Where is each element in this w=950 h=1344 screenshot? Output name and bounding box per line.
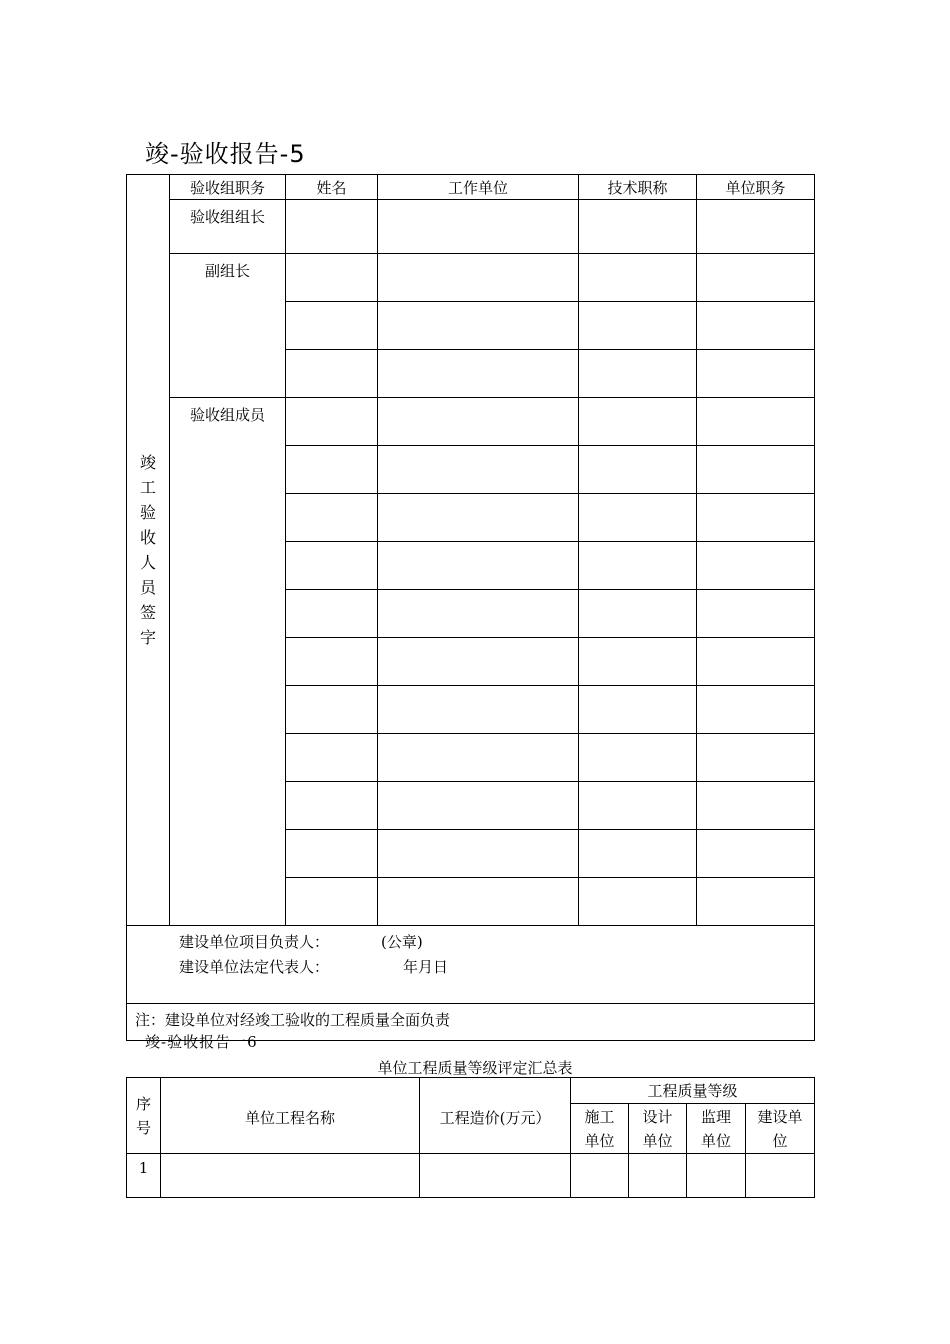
name-cell[interactable] bbox=[286, 350, 378, 398]
position-cell[interactable] bbox=[697, 302, 815, 350]
position-cell[interactable] bbox=[697, 686, 815, 734]
header-supervision: 监理 单位 bbox=[687, 1104, 746, 1154]
header-workplace: 工作单位 bbox=[378, 175, 579, 200]
name-cell[interactable] bbox=[286, 542, 378, 590]
workplace-cell[interactable] bbox=[378, 734, 579, 782]
position-cell[interactable] bbox=[697, 200, 815, 254]
workplace-cell[interactable] bbox=[378, 638, 579, 686]
name-cell[interactable] bbox=[286, 638, 378, 686]
title-cell[interactable] bbox=[579, 542, 697, 590]
position-cell[interactable] bbox=[697, 830, 815, 878]
name-cell[interactable] bbox=[286, 878, 378, 926]
title-cell[interactable] bbox=[579, 350, 697, 398]
position-cell[interactable] bbox=[697, 782, 815, 830]
title-cell[interactable] bbox=[579, 686, 697, 734]
project-manager-label: 建设单位项目负责人： bbox=[179, 933, 330, 951]
title-cell[interactable] bbox=[579, 590, 697, 638]
name-cell[interactable] bbox=[286, 254, 378, 302]
name-cell[interactable] bbox=[286, 590, 378, 638]
design-grade-cell[interactable] bbox=[629, 1154, 687, 1198]
name-cell[interactable] bbox=[286, 734, 378, 782]
date-label: 年月日 bbox=[403, 958, 449, 976]
header-design: 设计 单位 bbox=[629, 1104, 687, 1154]
workplace-cell[interactable] bbox=[378, 398, 579, 446]
cost-cell[interactable] bbox=[420, 1154, 571, 1198]
legal-rep-label: 建设单位法定代表人： bbox=[179, 958, 330, 976]
title-cell[interactable] bbox=[579, 254, 697, 302]
role-leader: 验收组组长 bbox=[170, 200, 286, 254]
header-position: 单位职务 bbox=[697, 175, 815, 200]
signature-block[interactable] bbox=[127, 926, 815, 1004]
header-role: 验收组职务 bbox=[170, 175, 286, 200]
title-cell[interactable] bbox=[579, 200, 697, 254]
workplace-cell[interactable] bbox=[378, 350, 579, 398]
workplace-cell[interactable] bbox=[378, 542, 579, 590]
title-cell[interactable] bbox=[579, 878, 697, 926]
workplace-cell[interactable] bbox=[378, 878, 579, 926]
workplace-cell[interactable] bbox=[378, 782, 579, 830]
header-owner: 建设单 位 bbox=[746, 1104, 815, 1154]
workplace-cell[interactable] bbox=[378, 494, 579, 542]
workplace-cell[interactable] bbox=[378, 830, 579, 878]
name-cell[interactable] bbox=[286, 686, 378, 734]
name-cell[interactable] bbox=[286, 200, 378, 254]
name-cell[interactable] bbox=[286, 398, 378, 446]
workplace-cell[interactable] bbox=[378, 254, 579, 302]
position-cell[interactable] bbox=[697, 638, 815, 686]
report6-subtitle: 单位工程质量等级评定汇总表 bbox=[377, 1059, 573, 1077]
owner-grade-cell[interactable] bbox=[746, 1154, 815, 1198]
title-cell[interactable] bbox=[579, 734, 697, 782]
unit-name-cell[interactable] bbox=[161, 1154, 420, 1198]
supervision-grade-cell[interactable] bbox=[687, 1154, 746, 1198]
header-construction: 施工 单位 bbox=[571, 1104, 629, 1154]
report6-title: 竣-验收报告一6 bbox=[145, 1033, 258, 1051]
title-cell[interactable] bbox=[579, 446, 697, 494]
workplace-cell[interactable] bbox=[378, 446, 579, 494]
header-title: 技术职称 bbox=[579, 175, 697, 200]
workplace-cell[interactable] bbox=[378, 200, 579, 254]
side-label: 竣 工 验 收 人 员 签 字 bbox=[127, 175, 170, 926]
header-grade-group: 工程质量等级 bbox=[571, 1078, 815, 1104]
position-cell[interactable] bbox=[697, 254, 815, 302]
title-cell[interactable] bbox=[579, 398, 697, 446]
title-cell[interactable] bbox=[579, 302, 697, 350]
role-member: 验收组成员 bbox=[170, 398, 286, 926]
title-cell[interactable] bbox=[579, 782, 697, 830]
position-cell[interactable] bbox=[697, 542, 815, 590]
header-seq: 序 号 bbox=[127, 1078, 161, 1154]
construction-grade-cell[interactable] bbox=[571, 1154, 629, 1198]
position-cell[interactable] bbox=[697, 350, 815, 398]
position-cell[interactable] bbox=[697, 398, 815, 446]
position-cell[interactable] bbox=[697, 590, 815, 638]
name-cell[interactable] bbox=[286, 494, 378, 542]
header-cost: 工程造价(万元） bbox=[420, 1078, 571, 1154]
header-name: 姓名 bbox=[286, 175, 378, 200]
workplace-cell[interactable] bbox=[378, 686, 579, 734]
quality-grade-table bbox=[126, 1077, 815, 1198]
name-cell[interactable] bbox=[286, 446, 378, 494]
report5-title: 竣-验收报告-5 bbox=[145, 140, 306, 168]
title-cell[interactable] bbox=[579, 494, 697, 542]
row-seq: 1 bbox=[127, 1154, 161, 1198]
role-deputy: 副组长 bbox=[170, 254, 286, 398]
position-cell[interactable] bbox=[697, 878, 815, 926]
position-cell[interactable] bbox=[697, 734, 815, 782]
header-unit-name: 单位工程名称 bbox=[161, 1078, 420, 1154]
workplace-cell[interactable] bbox=[378, 590, 579, 638]
title-cell[interactable] bbox=[579, 638, 697, 686]
acceptance-staff-table bbox=[126, 174, 815, 1041]
name-cell[interactable] bbox=[286, 302, 378, 350]
note-text: 注：建设单位对经竣工验收的工程质量全面负责 bbox=[127, 1004, 815, 1041]
workplace-cell[interactable] bbox=[378, 302, 579, 350]
position-cell[interactable] bbox=[697, 494, 815, 542]
position-cell[interactable] bbox=[697, 446, 815, 494]
name-cell[interactable] bbox=[286, 830, 378, 878]
title-cell[interactable] bbox=[579, 830, 697, 878]
name-cell[interactable] bbox=[286, 782, 378, 830]
seal-label: (公章) bbox=[381, 933, 423, 951]
